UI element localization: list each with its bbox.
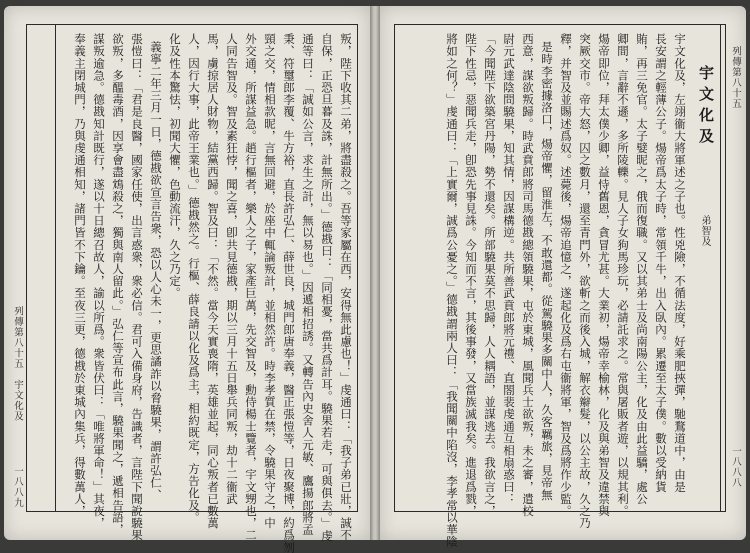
text-column: 通等曰：「誠如公言，求生之計，無以易也。」因遞相招誘。又轉告內史舍人元敏、鷹揚郎將孟 [301, 33, 315, 536]
column-rule [720, 25, 721, 511]
text-column: 賄，再三免官。太子嬖昵之，俄而復職。又以其弟士及尚南陽公主，化及由此益驕，處公 [635, 33, 649, 505]
text-column: 西意，謀欲叛歸。時武賁郎將司馬德戡總領驍果，屯於東城，風聞兵士欲叛，未之審，遣校 [521, 33, 535, 517]
text-column: 卿間，言辭不遜，多所陵轢。見人子女狗馬珍玩，必請託求之。常與屠販者遊，以規其利。 [616, 33, 630, 517]
text-column: 奉義主閉城門，乃與虔通相知，諸門皆不下鑰。至夜三更，德戡於東城內集兵，得數萬人， [73, 33, 87, 517]
page-number: 一八八八 [730, 446, 741, 488]
chapter-subtitle: 弟智及 [699, 215, 710, 247]
column-rule [55, 25, 56, 511]
text-column: 長安謂之輕薄公子。煬帝爲太子時，常領千牛，出入臥內。累遷至太子僕。數以受納貨 [654, 33, 668, 493]
text-column: 秉、符璽郎李覆、牛方裕，直長許弘仁、薛世良，城門郎唐奉義，醫正張愷等，日夜聚博，約爲刎 [282, 33, 296, 553]
left-page [4, 6, 370, 553]
running-head: 列傳第八十五 宇文化及 [12, 306, 23, 422]
text-column: 叛，陛下收其二弟，將盡殺之。吾等家屬在西，安得無此慮也！」虔通曰：「我子弟已壯，誠不 [339, 33, 353, 542]
page-number: 一八八九 [12, 466, 23, 508]
text-column: 頸之交，情相款昵，言無回避，於座中輒論叛計，並相然許。時李孝質在禁，令驍果守之，中 [263, 33, 277, 530]
text-column: 將如之何？」虔通曰：「上實爾，誠爲公憂之。」德戡謂兩人曰：「我聞關中陷沒，李孝常以華陰 [445, 33, 459, 548]
text-column: 欲叛，多醞毒酒，因享會盡鴆殺之，獨與南人留此。」弘仁等宣布此言，驍果聞之，遞相告語， [111, 33, 125, 536]
text-column: 外交通，所謀益急。趙行樞者，樂人之子，家產巨萬，先交智及，勳侍楊士覽者，宇文甥也，二 [244, 33, 258, 542]
text-column: 是時李密據洛口，煬帝懼，留淮左，不敢還都。從駕驍果多關中人，久客羈旅，見帝無 [540, 41, 554, 501]
text-column: 釋，并智及並賜述爲奴。述薨後，煬帝追憶之，遂起化及爲右屯衞將軍，智及爲將作少監。 [559, 33, 573, 517]
text-column: 宇文化及，左翊衞大將軍述之子也。性兇險，不循法度，好乘肥挾彈，馳鶩道中，由是 [673, 33, 687, 493]
book-gutter [370, 6, 380, 540]
text-column: 自保，正恐旦暮及誅，計無所出。」德戡曰：「同相憂，當共爲計耳。驍果若走，可與俱去。」虔 [320, 33, 334, 542]
chapter-title: 宇文化及 [697, 65, 715, 149]
left-page-text-frame [26, 24, 358, 553]
text-column: 尉元武達陰問驍果，知其情，因謀構逆。共所善武賁郎將元禮、直閤裴虔通互相扇惑曰： [502, 33, 516, 505]
text-column: 陛下性忌，惡聞兵走，卽恐先事見誅。今知而不言，其後事發，又當族滅我矣。進退爲戮， [464, 33, 478, 517]
text-column: 義寧二年三月一日，德戡欲宣言告衆，恐以人心未一，更思譎詐以脅驍果，謂許弘仁、 [149, 41, 163, 501]
text-column: 人，因行大事，此帝王業也。」德戡然之。行樞、薛良請以化及爲主，相約既定，方告化及。 [187, 33, 201, 524]
text-column: 突厥交市。帝大怒，囚之數月，還至青門外，欲斬之而後入城，解衣辮髮，以公主故，久之乃 [578, 33, 592, 530]
text-column: 化及性本驚怯，初聞大懼，色動流汗，久之乃定。 [168, 33, 182, 300]
right-page [380, 6, 746, 548]
text-column: 煬帝即位，拜太僕少卿，益恃舊恩，貪冒尤甚。大業初，煬帝幸榆林，化及與弟智及違禁與 [597, 33, 611, 517]
right-page-text-frame [394, 24, 726, 548]
running-head: 列傳第八十五 [730, 46, 741, 109]
text-column: 謀叛逾急。德戡知計既行，遂以十日總召故人，諭以所爲。衆皆伏曰：「唯將軍命！」其夜， [92, 33, 106, 530]
text-column: 馬，虜掠居人財物，結黨西歸。智及曰：「不然。當今天實喪隋，英雄並起，同心叛者已數萬 [206, 33, 220, 530]
text-column: 「今聞陛下欲築宮丹陽，勢不還矣。所部驍果莫不思歸，人人耦語，並謀逃去。我欲言之， [483, 33, 497, 517]
text-column: 張愷曰：「君是良醫，國家任使，出言惑衆，衆必信。君可入備身府，告識者，言陛下聞說驍果 [130, 33, 144, 542]
text-column: 人同告智及。智及素狂悖，聞之喜，卽共見德戡，期以三月十五日舉兵同叛，劫十二衞武 [225, 33, 239, 505]
